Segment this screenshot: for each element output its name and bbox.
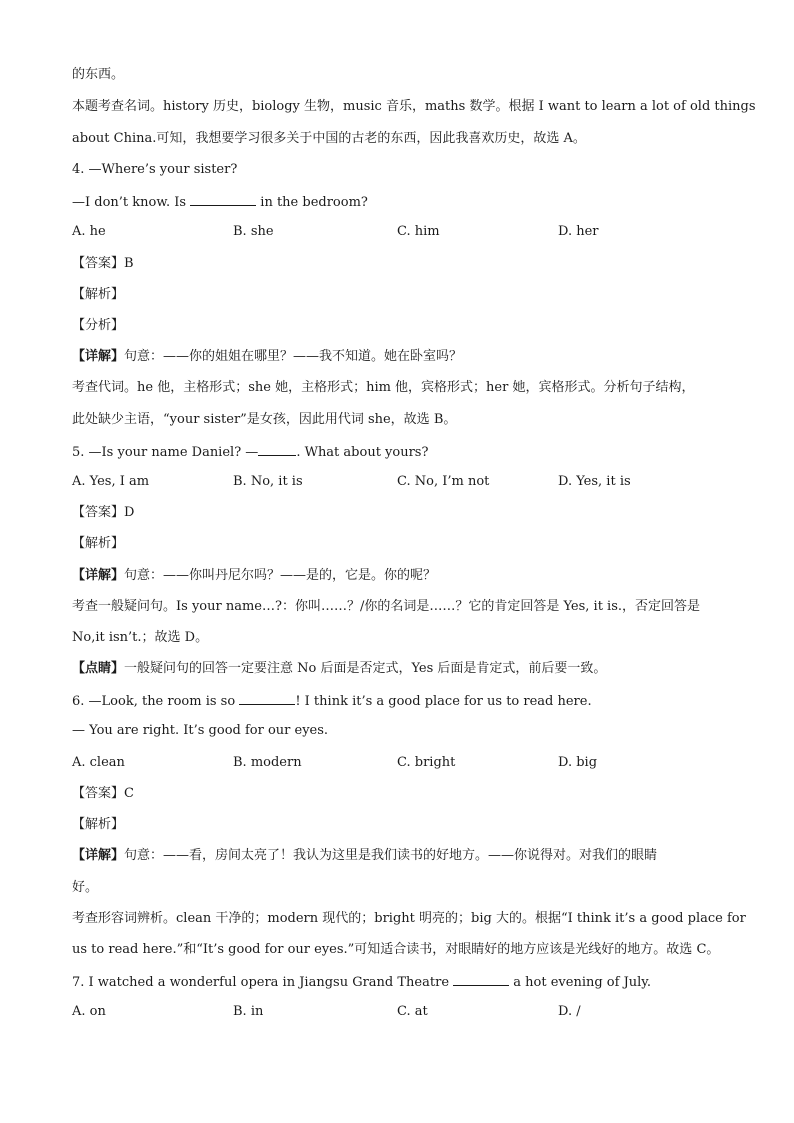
q6-answer: 【答案】C [72,786,134,801]
q7-stem [72,972,651,992]
q4-option-d: D. her [558,224,599,239]
q5-stem-pre: 5. —Is your name Daniel? — [72,445,259,460]
q4-xiangjie-tag: 【详解】 [72,349,125,364]
q5-xiangjie-text: 句意：——你叫丹尼尔吗？——是的，它是。你的呢？ [124,568,437,583]
q6-explanation-line-2: us to read here.”和“It’s good for our eyes.”可知适合读书，对眼睛好的地方应该是光线好的地方。故选 C。 [72,942,720,957]
q7-option-b: B. in [233,1004,264,1019]
q4-option-a: A. he [72,224,106,239]
q5-xiangjie [72,567,436,585]
q5-explanation-line-2: No,it isn’t.；故选 D。 [72,630,209,645]
q7-option-a: A. on [72,1004,106,1019]
q6-option-d: D. big [558,755,598,770]
q7-option-d: D. / [558,1004,581,1019]
q7-blank [453,972,509,986]
q5-dianjing [72,660,606,678]
q5-option-d: D. Yes, it is [558,474,631,489]
q4-answer: 【答案】B [72,256,134,271]
q4-xiangjie-text: 句意：——你的姐姐在哪里？——我不知道。她在卧室吗？ [124,349,463,364]
q5-option-a: A. Yes, I am [72,474,150,489]
q5-explanation-line-1: 考查一般疑问句。Is your name…?：你叫……？/你的名词是……？它的肯定回答是 Yes, it is.，否定回答是 [72,599,701,614]
q5-dianjing-tag: 【点睛】 [72,661,125,676]
q4-stem-post: in the bedroom? [256,195,368,210]
q6-jiexi: 【解析】 [72,817,125,832]
q5-dianjing-text: 一般疑问句的回答一定要注意 No 后面是否定式，Yes 后面是肯定式，前后要一致。 [124,661,607,676]
q6-stem-line-1 [72,691,592,711]
q5-jiexi: 【解析】 [72,536,125,551]
q6-xiangjie [72,847,657,865]
q4-xiangjie [72,348,462,366]
q5-blank [258,442,296,456]
q5-xiangjie-tag: 【详解】 [72,568,125,583]
q4-stem-line-1: 4. —Where’s your sister? [72,162,238,177]
q7-stem-pre: 7. I watched a wonderful opera in Jiangsu Grand Theatre [72,975,454,990]
q7-option-c: C. at [397,1004,428,1019]
q5-stem [72,442,428,462]
q5-answer: 【答案】D [72,505,135,520]
q3-explanation-line-1: 的东西。 [72,67,125,82]
q6-xiangjie-text: 句意：——看，房间太亮了！我认为这里是我们读书的好地方。——你说得对。对我们的眼睛 [124,848,658,863]
q4-blank [190,192,256,206]
q6-option-c: C. bright [397,755,456,770]
q6-option-b: B. modern [233,755,302,770]
q5-option-c: C. No, I’m not [397,474,490,489]
q5-stem-post: . What about yours? [296,445,429,460]
q6-xiangjie-tag: 【详解】 [72,848,125,863]
q6-explanation-line-1: 考查形容词辨析。clean 干净的；modern 现代的；bright 明亮的；big 大的。根据“I think it’s a good place for [72,911,746,926]
q6-option-a: A. clean [72,755,125,770]
q3-explanation-line-2: 本题考查名词。history 历史，biology 生物，music 音乐，maths 数学。根据 I want to learn a lot of old things [72,99,756,114]
q3-explanation-line-3: about China.可知，我想要学习很多关于中国的古老的东西，因此我喜欢历史，故选 A。 [72,131,586,146]
q5-option-b: B. No, it is [233,474,303,489]
q4-jiexi: 【解析】 [72,287,125,302]
q6-blank [239,691,295,705]
q6-xiangjie-line-2: 好。 [72,880,99,895]
q4-fenxi: 【分析】 [72,318,125,333]
q4-stem-pre: —I don’t know. Is [72,195,191,210]
q4-explanation-line-2: 此处缺少主语，“your sister”是女孩，因此用代词 she，故选 B。 [72,412,457,427]
q6-stem-line-2: — You are right. It’s good for our eyes. [72,723,329,738]
q7-stem-post: a hot evening of July. [509,975,652,990]
q4-explanation-line-1: 考查代词。he 他，主格形式；she 她，主格形式；him 他，宾格形式；her 她，宾格形式。分析句子结构， [72,380,695,395]
q4-stem-line-2 [72,192,368,212]
q4-option-c: C. him [397,224,440,239]
q6-stem-pre: 6. —Look, the room is so [72,694,240,709]
q6-stem-post: ! I think it’s a good place for us to read here. [295,694,592,709]
q4-option-b: B. she [233,224,274,239]
